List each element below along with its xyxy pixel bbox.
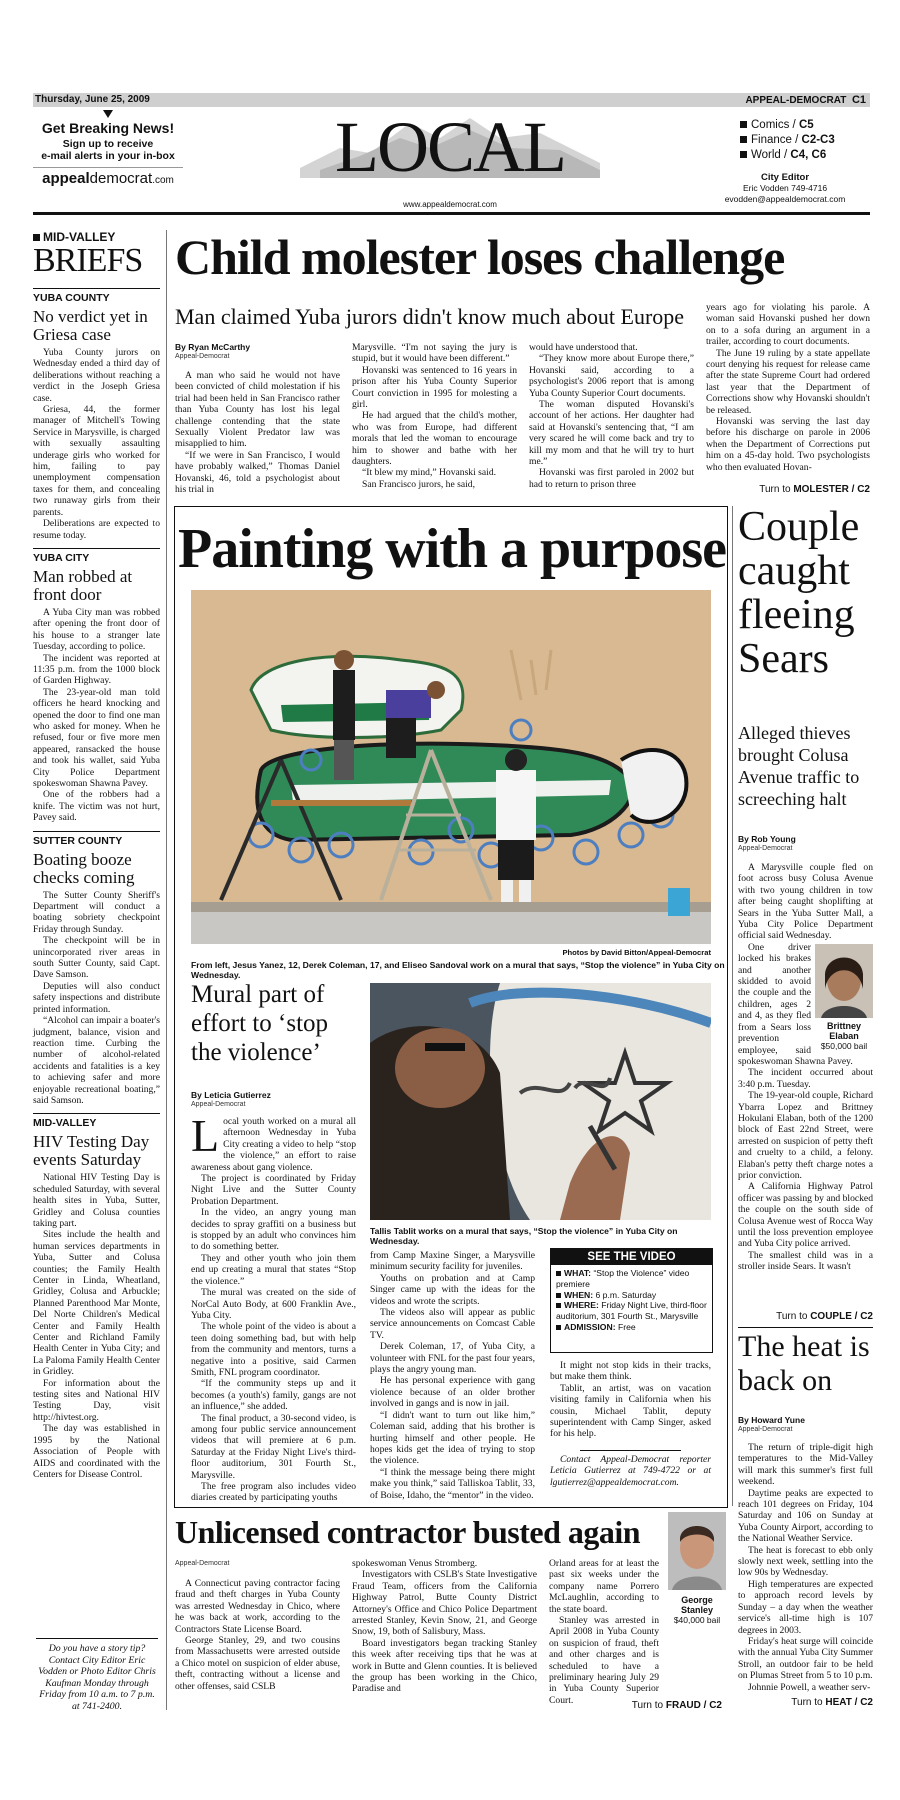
dropcap: L (191, 1110, 220, 1161)
box-item: WHAT: “Stop the Violence” video premiere (556, 1268, 690, 1289)
brief-headline: Boating booze checks coming (33, 849, 135, 887)
mural-byline: By Leticia Gutierrez (191, 1090, 271, 1100)
lead-deck: Man claimed Yuba jurors didn't know much about Europe (175, 304, 685, 329)
square-bullet-icon (740, 136, 747, 143)
editor-title: City Editor (760, 172, 810, 183)
editor-contact (700, 172, 870, 205)
editor-line: Eric Vodden 749-4716 (742, 183, 828, 193)
contractor-byline-org: Appeal-Democrat (175, 1560, 230, 1567)
box-item: ADMISSION: Free (556, 1322, 707, 1333)
brief-item: YUBA COUNTY No verdict yet in Griesa case Yuba County jurors on Wednesday ended a third day of deliberations without reaching a verdict in the Joseph Griesa case. Griesa, 44, the former manager of Mitchell's Towing Service in Marysville, is charged with sexually assaulting underage girls who worked for him, failing to pay unemployment compensation taxes for them, and concealing two runaway girls from their parents. Deliberations are expected to resume today. (33, 288, 160, 541)
brief-item: MID-VALLEY HIV Testing Day events Saturday National HIV Testing Day is scheduled Saturday, with several health sites in Yuba, Sutter, Gridley and Colusa counties taking part. Sites include the health and human services departments in Yuba, Sutter and Colusa counties; the Family Health Center in Linda, Wheatland, Gridley, Colusa and Arbuckle; Planned Parenthood Mar Monte, Del Norte Children's Medical Center and Family Health Center and Richland Family Health Center in Yuba City; and La Paloma Family Health Center in Gridley. For information about the testing sites and National HIV Testing Day, visit http://hivtest.org. The day was established in 1995 by the National Association of People with AIDS and coordinated with the Centers for Disease Control. (33, 1113, 160, 1480)
lead-headline[interactable]: Child molester loses challenge (175, 229, 785, 285)
reporter-contact: Contact Appeal-Democrat reporter Leticia Gutierrez at 749-4722 or at lgutierrez@appealdemocrat.com. (550, 1453, 711, 1488)
promo-title: Get Breaking News! (41, 120, 175, 136)
mural-col-3: It might not stop kids in their tracks, but make them think. Tablit, an artist, was on vacation visiting family in California when his cousin, Michael Tablit, deputy superintendent with Camp Singer, asked for his help. Contact Appeal-Democrat reporter Leticia Gutierrez at 749-4722 or at lgutierrez@appealdemocrat.com. (550, 1360, 711, 1488)
mural-subhead: Mural part of effort to ‘stop the violence’ (191, 981, 329, 1066)
site-logo-c: .com (152, 175, 174, 186)
mural-main-photo[interactable] (191, 590, 711, 944)
promo-line-2: e-mail alerts in your in-box (41, 150, 175, 162)
heat-byline: By Howard Yune (738, 1415, 805, 1425)
story-tip: Do you have a story tip? Contact City Editor Eric Vodden or Photo Editor Chris Kaufman Monday through Friday from 10 a.m. to 7 p.m. at 741-2400. (36, 1638, 158, 1712)
contractor-headline[interactable]: Unlicensed contractor busted again (175, 1514, 641, 1550)
heat-body: The return of triple-digit high temperatures to the Mid-Valley will mark this summer's first full weekend. Daytime peaks are expected to reach 101 degrees on Friday, 104 Saturday and 106 on Sunday at Yuba County Airport, according to the National Weather Service. The heat is forecast to ebb only slowly next week, settling into the low 90s by Wednesday. High temperatures are expected to approach record levels by Sunday – a day when the weather service's all-time high is 107 degrees in 2003. Friday's heat surge will coincide with the annual Yuba City Summer Stroll, an outdoor fair to be held on Plumas Street from 5 to 10 p.m. Johnnie Powell, a weather serv- (738, 1442, 873, 1693)
section-title: LOCAL (335, 107, 565, 187)
briefs-kicker: MID-VALLEY (33, 230, 160, 244)
breaking-news-promo[interactable] (33, 110, 183, 210)
paper-name: APPEAL-DEMOCRAT (745, 95, 847, 106)
elaban-bail: $50,000 bail (820, 1041, 868, 1052)
brief-headline: Man robbed at front door (33, 566, 133, 604)
square-bullet-icon (556, 1303, 561, 1308)
heat-byline-org: Appeal-Democrat (738, 1426, 793, 1433)
index-item[interactable]: World / C4, C6 (740, 148, 880, 163)
section-url[interactable]: www.appealdemocrat.com (403, 200, 497, 209)
brief-section: YUBA CITY (33, 548, 160, 564)
see-the-video-box[interactable] (550, 1248, 713, 1353)
sears-body: A Marysville couple fled on foot across busy Colusa Avenue with two young children in tow after being caught shoplifting at Sears in the Yuba Sutter Mall, a Yuba City Police Department official said Wednesday. Brittney Elaban $50,000 bail One driver locked his brakes and another skidded to avoid the couple and the children, ages 2 and 4, as they fled from a Sears loss prevention employee, said spokeswoman Shawna Pavey. The incident occurred about 3:40 p.m. Tuesday. The 19-year-old couple, Richard Ybarra Lopez and Brittney Hokulani Elaban, both of the 1200 block of East 22nd Street, were arrested on suspicion of petty theft and cruelty to a child, a felony. Elaban's petty theft charge notes a prior conviction. A California Highway Patrol officer was passing by and blocked the couple on the south side of Colusa Avenue west of Rocca Way until the loss prevention employee and Yuba City police arrived. The smallest child was in a stroller inside Sears. It wasn't (738, 862, 874, 1273)
photo-credit: Photos by David Bitton/Appeal-Democrat (562, 948, 711, 957)
folio-right (745, 93, 866, 108)
editor-email[interactable]: evodden@appealdemocrat.com (724, 194, 846, 204)
mural-lead-para: Local youth worked on a mural all afternoon Wednesday in Yuba City creating a video to help “stop the violence,” an effort to raise awareness about gang violence. (191, 1110, 356, 1173)
heat-turn-link[interactable]: Turn to HEAT / C2 (791, 1697, 873, 1708)
lead-byline-org: Appeal-Democrat (175, 353, 230, 360)
lead-col-2: Marysville. “I'm not saying the jury is stupid, but it would have been different.” Hovanski was sentenced to 16 years in prison after his Yuba County Superior Court conviction in 1995 for molesting a girl. He had argued that the child's mother, who was from Europe, had different morals that led the woman to encourage him to shower and bathe with her daughters. “It blew my mind,” Hovanski said. San Francisco jurors, he said, (352, 342, 517, 490)
elaban-photo (815, 944, 873, 1018)
promo-arrow-icon (103, 110, 113, 118)
square-bullet-icon (33, 234, 40, 241)
stanley-name: George Stanley (680, 1595, 713, 1615)
lead-turn-link[interactable]: Turn to MOLESTER / C2 (759, 484, 870, 495)
mural-detail-scene (370, 983, 711, 1220)
square-bullet-icon (556, 1293, 561, 1298)
box-item: WHEN: 6 p.m. Saturday (556, 1290, 707, 1301)
elaban-name: Brittney Elaban (826, 1021, 861, 1042)
contractor-col-1: A Connecticut paving contractor facing fraud and theft charges in Yuba County was arrested Wednesday in Chico, where he was back at work, according to the Contractors State License Board. George Stanley, 29, and two cousins from Massachusetts were arrested outside a Chico motel on suspicion of elder abuse, theft, contracting without a license and other offenses, said CSLB (175, 1578, 340, 1692)
right-column-divider (732, 506, 733, 1506)
sears-byline: By Rob Young (738, 834, 796, 844)
briefs-column (33, 230, 160, 1480)
square-bullet-icon (740, 121, 747, 128)
sears-deck: Alleged thieves brought Colusa Avenue traffic to screeching halt (738, 723, 860, 809)
lead-col-4: years ago for violating his parole. A woman said Hovanski pushed her down on to a sofa during an argument in a trailer, according to court documents. The June 19 ruling by a state appellate court denying his request for release came after the state Supreme Court had ordered last year that the Department of Corrections show why Hovanski shouldn't be released. Hovanski was serving the last day before his discharge on parole in 2006 when the Department of Corrections put him on a 45-day hold. Two psychologists who then evaluated Hovan- (706, 302, 870, 473)
mural-scene (191, 590, 711, 944)
contractor-turn-link[interactable]: Turn to FRAUD / C2 (631, 1700, 722, 1711)
brief-headline: HIV Testing Day events Saturday (33, 1132, 150, 1170)
briefs-title: BRIEFS (33, 242, 143, 279)
sears-turn-link[interactable]: Turn to COUPLE / C2 (776, 1311, 873, 1322)
stanley-mugshot[interactable] (668, 1512, 726, 1625)
site-logo-b: democrat (89, 170, 153, 187)
section-index (740, 118, 880, 163)
square-bullet-icon (556, 1325, 561, 1330)
brief-section: YUBA COUNTY (33, 288, 160, 304)
elaban-mugshot[interactable] (815, 944, 873, 1053)
sears-headline[interactable]: Couple caught fleeing Sears (738, 504, 860, 682)
masthead-rule (33, 212, 870, 215)
stanley-bail: $40,000 bail (673, 1615, 721, 1625)
promo-line-1: Sign up to receive (62, 138, 154, 150)
mural-col-1: Local youth worked on a mural all afternoon Wednesday in Yuba City creating a video to help “stop the violence,” an effort to raise awareness about gang violence. The project is coordinated by Friday Night Live and the Sutter County Probation Department. In the video, an angry young man decides to spray graffiti on a business but is stopped by an adult who convinces him to do something better. They and other youth who join them end up creating a mural that states “Stop the violence.” The mural was created on the side of NorCal Auto Body, at 600 Franklin Ave., Yuba City. The whole point of the video is about a teen doing something bad, but with help from the community and mentors, turns a negative into a positive, said Carmen Smith, FNL program coordinator. “If the community steps up and it becomes (a youth's) family, gangs are not an influence,” she added. The final product, a 30-second video, is among four public service announcement videos that will premiere at 6 p.m. Saturday at the Friday Night Live's third-floor auditorium, 301 Fourth St., Marysville. The free program also includes video diaries created by participating youths (191, 1110, 356, 1504)
index-item[interactable]: Finance / C2-C3 (740, 133, 880, 148)
sears-bottom-rule (738, 1327, 873, 1328)
brief-section: MID-VALLEY (33, 1113, 160, 1129)
lead-col-3: would have understood that. “They know more about Europe there,” Hovanski said, according to a psychologist's 2006 report that is among Yuba County Superior Court documents. The woman disputed Hovanski's account of her actions. Her daughter had said at Hovanski's sentencing that, “I am very scared he will come back and try to kill my mom and that he will try to hurt me.” Hovanski was first paroled in 2002 but had to return to prison three (529, 342, 694, 490)
column-divider (166, 230, 167, 1710)
index-item[interactable]: Comics / C5 (740, 118, 880, 133)
page-number: C1 (851, 94, 866, 106)
square-bullet-icon (740, 151, 747, 158)
stanley-photo (668, 1512, 726, 1590)
brief-headline: No verdict yet in Griesa case (33, 307, 148, 344)
contractor-col-3: Orland areas for at least the past six weeks under the company name Porrero McLaughlin, according to the state board. Stanley was arrested in April 2008 in Yuba County on suspicion of fraud, theft and other charges and is scheduled to have a preliminary hearing July 29 in Yuba County Superior Court. (549, 1558, 659, 1706)
main-photo-caption: From left, Jesus Yanez, 12, Derek Coleman, 17, and Eliseo Sandoval work on a mural that says, “Stop the violence” in Yuba City on Wednesday. (191, 960, 725, 980)
mural-headline[interactable]: Painting with a purpose (178, 518, 726, 580)
see-the-video-title: SEE THE VIDEO (551, 1249, 712, 1265)
mural-byline-org: Appeal-Democrat (191, 1101, 246, 1108)
sears-byline-org: Appeal-Democrat (738, 845, 793, 852)
mural-detail-photo[interactable] (370, 983, 711, 1220)
brief-section: SUTTER COUNTY (33, 831, 160, 847)
heat-headline[interactable]: The heat is back on (738, 1330, 870, 1397)
site-logo[interactable] (33, 167, 183, 187)
contractor-col-2: spokeswoman Venus Stromberg. Investigators with CSLB's State Investigative Fraud Team, officers from the California Highway Patrol, Butte County District Attorney's Office and Chico Police Department arrested Stanley, Kevin Snow, 21, and George Snow, 19, both of Salisbury, Mass. Board investigators began tracking Stanley this week after receiving tips that he was at work in Butte and Glenn counties. It is believed the group has been working in the Chico, Paradise and (352, 1558, 537, 1695)
detail-photo-caption: Tallis Tablit works on a mural that says, “Stop the violence” in Yuba City on Wednesday. (370, 1226, 678, 1246)
brief-item: SUTTER COUNTY Boating booze checks coming The Sutter County Sheriff's Department will conduct a boating sobriety checkpoint Friday through Sunday. The checkpoint will be in unincorporated river areas in south Sutter County, said Capt. Dave Samson. Deputies will also conduct safety inspections and distribute printed information. “Alcohol can impair a boater's judgment, balance, vision and reaction time. Curbing the number of alcohol-related accidents and fatalities is a key to achieving safer and more enjoyable recreational boating,” said Samson. (33, 831, 160, 1107)
lead-byline: By Ryan McCarthy (175, 342, 251, 352)
brief-item: YUBA CITY Man robbed at front door A Yuba City man was robbed after opening the front door of his house to a stranger late Tuesday, according to police. The incident was reported at 11:35 p.m. from the 1000 block of Garden Highway. The 23-year-old man told officers he heard knocking and opened the door to find one man who asked for money. When he refused, four or five more men appeared, ransacked the house and took his wallet, said Yuba City Police Department spokeswoman Shawna Pavey. One of the robbers had a knife. The victim was not hurt, Pavey said. (33, 548, 160, 824)
square-bullet-icon (556, 1271, 561, 1276)
mural-col-2: from Camp Maxine Singer, a Marysville minimum security facility for juveniles. Youths on probation and at Camp Singer came up with the ideas for the videos and wrote the scripts. The videos also will appear as public service announcements on Comcast Cable TV. Derek Coleman, 17, of Yuba City, a volunteer with FNL for the past four years, plays the angry young man. He has personal experience with gang violence because of an older brother involved in gangs and is now in jail. “I didn't want to turn out like him,” Coleman said, adding that his brother is hurting himself and other people. He hopes kids get the idea of trying to stop the violence. “I think the message being there might make you think,” said Talliskoa Tablit, 33, of Boise, Idaho, the “mentor” in the video. (370, 1250, 535, 1501)
lead-col-1: A man who said he would not have been convicted of child molestation if his trial had been held in San Francisco rather than Yuba County has lost his legal challenge contending that the state Sexually Violent Predator law was misapplied to him. “If we were in San Francisco, I would have probably walked,” Thomas Daniel Hovanski, 46, told a psychologist about his trial in (175, 370, 340, 496)
contact-rule (580, 1450, 681, 1451)
box-item: WHERE: Friday Night Live, third-floor auditorium, 301 Fourth St., Marysville (556, 1300, 707, 1322)
issue-date: Thursday, June 25, 2009 (35, 94, 150, 105)
site-logo-a: appeal (42, 170, 90, 187)
